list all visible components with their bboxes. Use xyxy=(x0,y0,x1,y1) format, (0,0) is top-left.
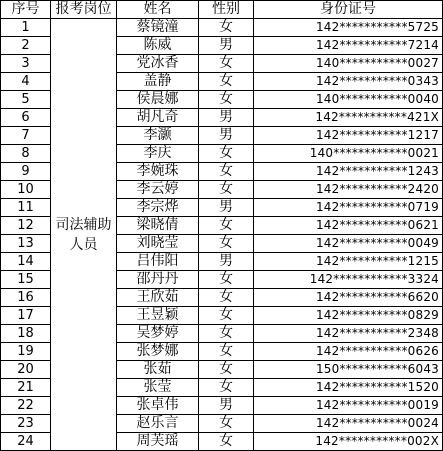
cell-no: 17 xyxy=(1,307,51,325)
cell-name: 李灏 xyxy=(117,127,199,145)
cell-sex: 女 xyxy=(199,55,254,73)
cell-name: 梁晓倩 xyxy=(117,217,199,235)
cell-name: 李云婷 xyxy=(117,181,199,199)
cell-id-number: 140***********0040 xyxy=(254,91,443,109)
cell-id-number: 142***********0024 xyxy=(254,415,443,433)
cell-no: 4 xyxy=(1,73,51,91)
cell-sex: 男 xyxy=(199,37,254,55)
cell-id-number: 142***********1520 xyxy=(254,379,443,397)
cell-sex: 女 xyxy=(199,181,254,199)
cell-sex: 女 xyxy=(199,19,254,37)
table-body xyxy=(1,19,443,451)
cell-name: 李婉珠 xyxy=(117,163,199,181)
cell-name: 吕伟阳 xyxy=(117,253,199,271)
cell-no: 11 xyxy=(1,199,51,217)
cell-name: 张梦娜 xyxy=(117,343,199,361)
cell-no: 9 xyxy=(1,163,51,181)
cell-id-number: 142***********2420 xyxy=(254,181,443,199)
cell-no: 24 xyxy=(1,433,51,451)
cell-sex: 女 xyxy=(199,163,254,181)
cell-name: 张卓伟 xyxy=(117,397,199,415)
cell-id-number: 142***********6620 xyxy=(254,289,443,307)
cell-sex: 女 xyxy=(199,289,254,307)
header-position: 报考岗位 xyxy=(51,1,117,19)
cell-no: 16 xyxy=(1,289,51,307)
cell-sex: 男 xyxy=(199,127,254,145)
cell-name: 李庆 xyxy=(117,145,199,163)
cell-sex: 女 xyxy=(199,145,254,163)
cell-sex: 女 xyxy=(199,73,254,91)
cell-name: 赵乐言 xyxy=(117,415,199,433)
cell-name: 王昱颖 xyxy=(117,307,199,325)
cell-sex: 女 xyxy=(199,91,254,109)
cell-position-merged: 司法辅助人员 xyxy=(51,19,117,451)
cell-no: 22 xyxy=(1,397,51,415)
cell-no: 19 xyxy=(1,343,51,361)
cell-sex: 女 xyxy=(199,379,254,397)
cell-no: 2 xyxy=(1,37,51,55)
cell-sex: 女 xyxy=(199,217,254,235)
cell-id-number: 142************3324 xyxy=(254,271,443,289)
header-row xyxy=(1,1,443,19)
cell-sex: 女 xyxy=(199,361,254,379)
cell-no: 21 xyxy=(1,379,51,397)
cell-no: 20 xyxy=(1,361,51,379)
cell-no: 8 xyxy=(1,145,51,163)
table-row xyxy=(1,19,443,37)
cell-no: 15 xyxy=(1,271,51,289)
cell-name: 周芙瑶 xyxy=(117,433,199,451)
cell-id-number: 142***********0343 xyxy=(254,73,443,91)
header-name: 姓名 xyxy=(117,1,199,19)
header-id: 身份证号 xyxy=(254,1,443,19)
cell-id-number: 140***********0027 xyxy=(254,55,443,73)
cell-sex: 女 xyxy=(199,307,254,325)
cell-sex: 男 xyxy=(199,199,254,217)
cell-sex: 女 xyxy=(199,433,254,451)
cell-sex: 男 xyxy=(199,253,254,271)
cell-id-number: 142***********0621 xyxy=(254,217,443,235)
cell-sex: 男 xyxy=(199,397,254,415)
cell-name: 邵丹丹 xyxy=(117,271,199,289)
cell-no: 23 xyxy=(1,415,51,433)
cell-no: 12 xyxy=(1,217,51,235)
cell-name: 胡凡奇 xyxy=(117,109,199,127)
cell-name: 盖静 xyxy=(117,73,199,91)
cell-id-number: 142***********1217 xyxy=(254,127,443,145)
cell-name: 张茹 xyxy=(117,361,199,379)
cell-name: 侯晨娜 xyxy=(117,91,199,109)
cell-id-number: 142***********1215 xyxy=(254,253,443,271)
cell-id-number: 142***********1243 xyxy=(254,163,443,181)
cell-id-number: 142***********7214 xyxy=(254,37,443,55)
cell-id-number: 142***********421X xyxy=(254,109,443,127)
cell-sex: 女 xyxy=(199,343,254,361)
cell-name: 陈威 xyxy=(117,37,199,55)
cell-no: 10 xyxy=(1,181,51,199)
cell-name: 刘晓莹 xyxy=(117,235,199,253)
cell-sex: 女 xyxy=(199,325,254,343)
header-sex: 性别 xyxy=(199,1,254,19)
cell-id-number: 142***********0829 xyxy=(254,307,443,325)
cell-no: 3 xyxy=(1,55,51,73)
cell-id-number: 150***********6043 xyxy=(254,361,443,379)
table-header xyxy=(1,1,443,19)
header-no: 序号 xyxy=(1,1,51,19)
cell-name: 王欣茹 xyxy=(117,289,199,307)
cell-id-number: 140************0021 xyxy=(254,145,443,163)
cell-sex: 女 xyxy=(199,271,254,289)
cell-name: 吴梦婷 xyxy=(117,325,199,343)
cell-sex: 男 xyxy=(199,109,254,127)
cell-id-number: 142***********0019 xyxy=(254,397,443,415)
cell-id-number: 142***********0626 xyxy=(254,343,443,361)
cell-no: 7 xyxy=(1,127,51,145)
cell-name: 张莹 xyxy=(117,379,199,397)
cell-no: 13 xyxy=(1,235,51,253)
cell-no: 18 xyxy=(1,325,51,343)
cell-name: 党冰香 xyxy=(117,55,199,73)
cell-id-number: 142***********002X xyxy=(254,433,443,451)
cell-name: 李宗烨 xyxy=(117,199,199,217)
cell-no: 14 xyxy=(1,253,51,271)
cell-name: 蔡镜潼 xyxy=(117,19,199,37)
cell-id-number: 142***********0719 xyxy=(254,199,443,217)
cell-sex: 女 xyxy=(199,235,254,253)
cell-no: 6 xyxy=(1,109,51,127)
cell-id-number: 142***********2348 xyxy=(254,325,443,343)
cell-sex: 女 xyxy=(199,415,254,433)
cell-no: 5 xyxy=(1,91,51,109)
cell-id-number: 142***********5725 xyxy=(254,19,443,37)
cell-id-number: 142***********0049 xyxy=(254,235,443,253)
cell-no: 1 xyxy=(1,19,51,37)
